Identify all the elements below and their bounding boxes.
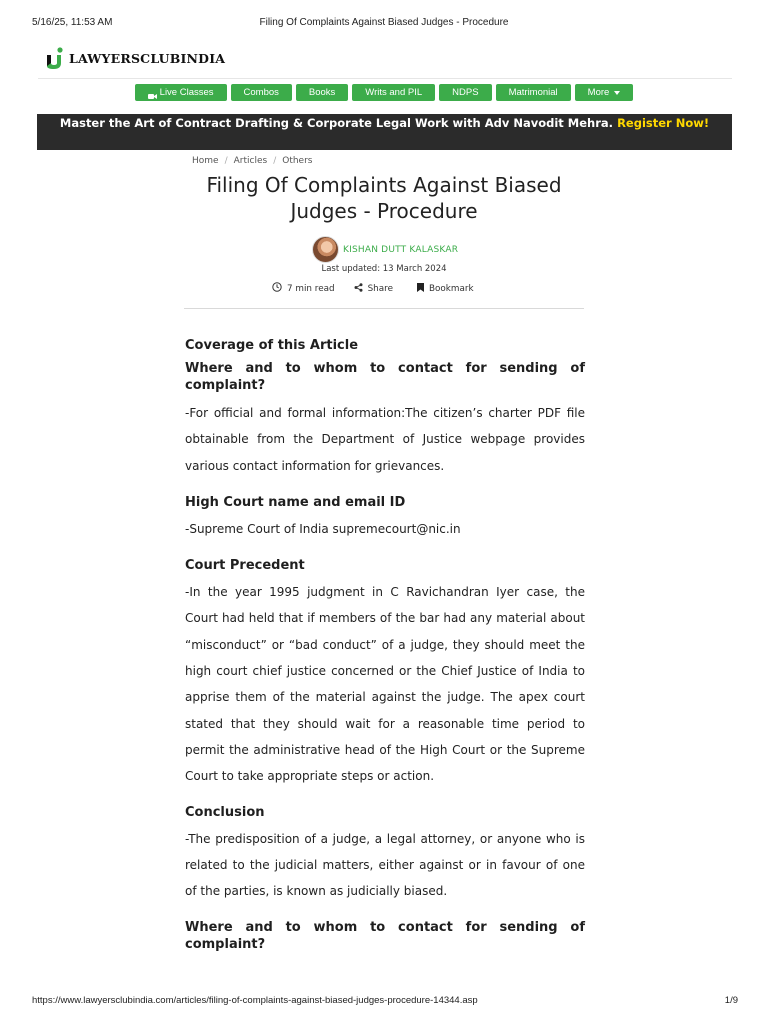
breadcrumb [192,156,312,166]
section-heading-where: Where and to whom to contact for sending of complaint? [185,361,585,393]
nav-matrimonial[interactable] [496,84,571,101]
author-info [312,236,458,263]
banner-text: Master the Art of Contract Drafting & Corporate Legal Work with Adv Navodit Mehra. [59,116,614,130]
lawyersclubindia-logo-icon [46,46,66,70]
print-title: Filing Of Complaints Against Biased Judges - Procedure [259,17,509,28]
share-icon [354,283,363,295]
coverage-heading: Coverage of this Article [185,338,359,353]
nav-writs-label: Writs and PIL [365,87,423,98]
nav-matrimonial-label: Matrimonial [508,87,558,98]
category-nav [0,84,768,101]
article-body [185,337,585,953]
nav-books-label: Books [308,87,336,98]
section-heading-high-court: High Court name and email ID [185,494,406,510]
nav-writs-and-pil[interactable] [352,84,435,101]
breadcrumb-home[interactable]: Home [192,156,219,166]
article-title: Filing Of Complaints Against Biased Judges - Procedure [206,173,562,223]
article-meta [272,282,474,295]
bookmark-button[interactable] [417,283,474,295]
promo-banner [37,114,732,150]
bookmark-icon [417,283,424,295]
section-heading-conclusion: Conclusion [185,804,265,820]
author-avatar[interactable] [312,236,339,263]
breadcrumb-others[interactable]: Others [282,156,313,166]
nav-ndps-label: NDPS [452,87,479,98]
section-heading-precedent: Court Precedent [185,558,305,574]
print-header [0,17,768,31]
print-footer [0,995,768,1009]
share-label: Share [367,283,393,294]
paragraph-conclusion: -The predisposition of a judge, a legal attorney, or anyone who is related to the judicial matters, either against or in favour of one of the parties, is known as judicially biased. [185,831,585,899]
section-heading-where-repeat: Where and to whom to contact for sending of complaint? [185,920,585,953]
breadcrumb-articles[interactable]: Articles [233,156,268,166]
share-button[interactable] [354,283,393,295]
nav-more-label: More [587,87,610,98]
print-datetime: 5/16/25, 11:53 AM [32,17,113,28]
bookmark-label: Bookmark [428,283,474,294]
breadcrumb-separator: / [224,156,228,166]
breadcrumb-separator: / [273,156,277,166]
last-updated: Last updated: 13 March 2024 [321,264,447,274]
nav-live-classes-label: Live Classes [159,87,214,98]
meta-divider [184,308,584,309]
nav-books[interactable] [296,84,348,101]
paragraph-precedent: -In the year 1995 judgment in C Ravichandran Iyer case, the Court had held that if members of the bar had any material about “misconduct” or “bad conduct” of a judge, they should meet the high court chief justice concerned or the Chief Justice of India to apprise them of the material against the judge. The apex court stated that they should wait for a reasonable time period to permit the administrative head of the High Court or the Supreme Court to take appropriate steps or action. [185,585,585,784]
print-page-number: 1/9 [724,995,738,1006]
print-url: https://www.lawyersclubindia.com/articles/filing-of-complaints-against-biased-judges-procedure-14344.asp [32,995,478,1006]
clock-icon [272,282,282,295]
register-now-link[interactable]: Register Now! [617,116,710,130]
nav-combos-label: Combos [243,87,279,98]
header-divider [38,78,732,79]
nav-ndps[interactable] [439,84,491,101]
nav-more-dropdown[interactable] [575,84,634,101]
read-time [272,282,335,295]
video-camera-icon [148,89,157,96]
nav-combos[interactable] [231,84,292,101]
nav-live-classes[interactable] [135,84,227,101]
read-time-label: 7 min read [287,283,335,294]
caret-down-icon [614,91,620,95]
logo-text: LAWYERSCLUBINDIA [69,50,226,66]
paragraph-high-court: -Supreme Court of India supremecourt@nic.in [185,521,461,536]
paragraph-where: -For official and formal information:The citizen’s charter PDF file obtainable from the Department of Justice webpage provides various contact information for grievances. [185,406,585,473]
author-name-link[interactable]: KISHAN DUTT KALASKAR [343,244,459,255]
site-logo[interactable] [46,45,225,71]
